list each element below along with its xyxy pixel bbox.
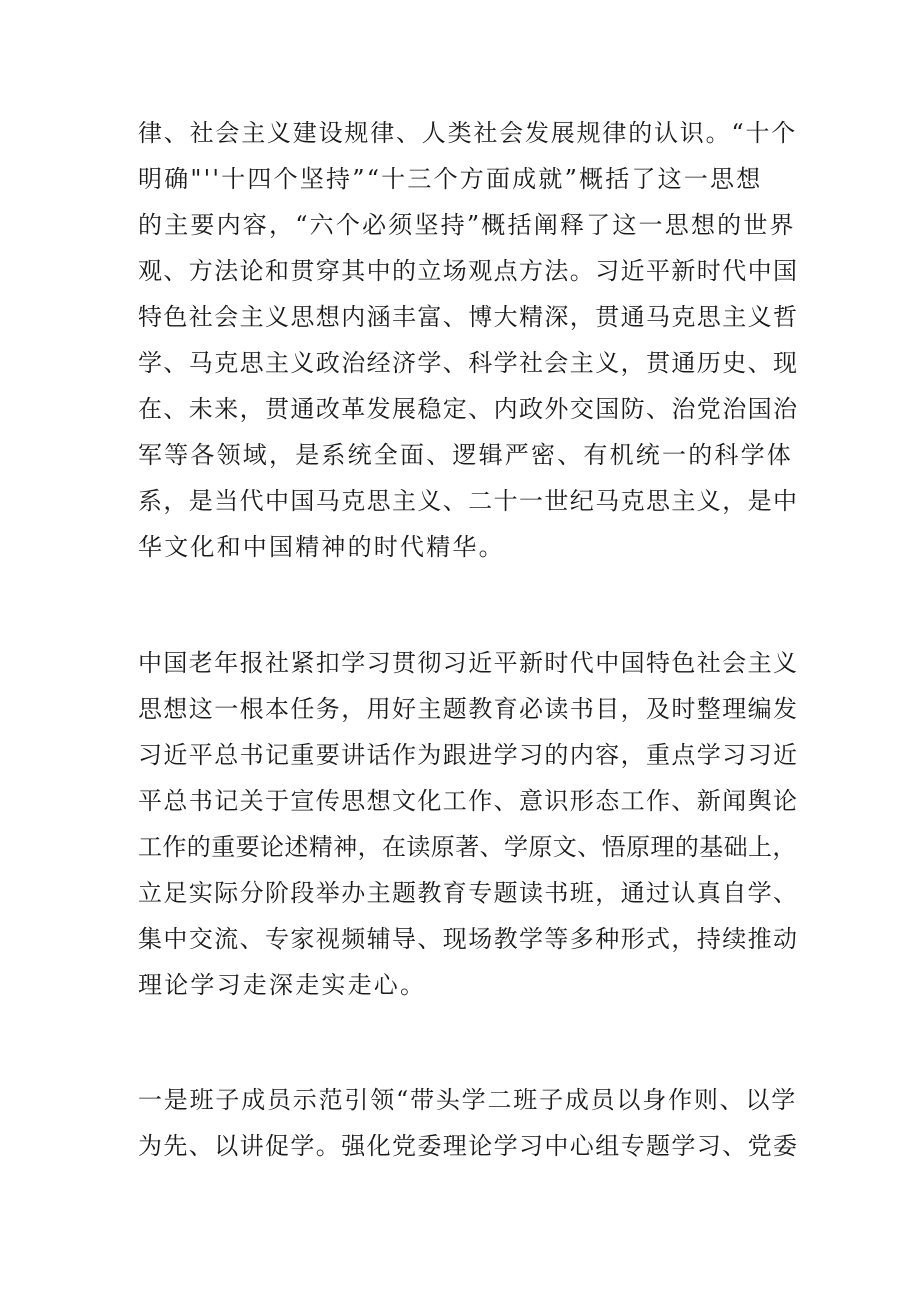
- paragraph-2: [138, 640, 798, 1008]
- text-line: 律、社会主义建设规律、人类社会发展规律的认识。“十个: [138, 119, 798, 147]
- text-line: 思想这一根本任务，用好主题教育必读书目，及时整理编发: [138, 695, 799, 723]
- paragraph-3: [138, 1077, 798, 1169]
- text-line: 特色社会主义思想内涵丰富、博大精深，贯通马克思主义哲: [138, 303, 799, 331]
- text-line: 理论学习走深走实走心。: [138, 971, 427, 999]
- text-line: 明确"''十四个坚持”“十三个方面成就”概括了这一思想: [138, 165, 763, 193]
- text-line: 华文化和中国精神的时代精华。: [138, 533, 505, 561]
- text-line: 平总书记关于宣传思想文化工作、意识形态工作、新闻舆论: [138, 787, 799, 815]
- text-line: 为先、以讲促学。强化党委理论学习中心组专题学习、党委: [138, 1132, 799, 1160]
- text-line: 一是班子成员示范引领“带头学二班子成员以身作则、以学: [138, 1086, 798, 1114]
- text-line: 的主要内容，“六个必须坚持”概括阐释了这一思想的世界: [138, 211, 796, 239]
- paragraph-1: [138, 110, 798, 570]
- text-line: 立足实际分阶段举办主题教育专题读书班，通过认真自学、: [138, 879, 799, 907]
- text-line: 军等各领域，是系统全面、逻辑严密、有机统一的科学体: [138, 441, 793, 469]
- text-line: 观、方法论和贯穿其中的立场观点方法。习近平新时代中国: [138, 257, 799, 285]
- text-line: 系，是当代中国马克思主义、二十一世纪马克思主义，是中: [138, 487, 799, 515]
- text-line: 在、未来，贯通改革发展稳定、内政外交国防、治党治国治: [138, 395, 799, 423]
- text-line: 习近平总书记重要讲话作为跟进学习的内容，重点学习习近: [138, 741, 799, 769]
- text-line: 中国老年报社紧扣学习贯彻习近平新时代中国特色社会主义: [138, 649, 799, 677]
- text-line: 集中交流、专家视频辅导、现场教学等多种形式，持续推动: [138, 925, 799, 953]
- text-line: 工作的重要论述精神，在读原著、学原文、悟原理的基础上，: [138, 833, 797, 861]
- text-line: 学、马克思主义政治经济学、科学社会主义，贯通历史、现: [138, 349, 799, 377]
